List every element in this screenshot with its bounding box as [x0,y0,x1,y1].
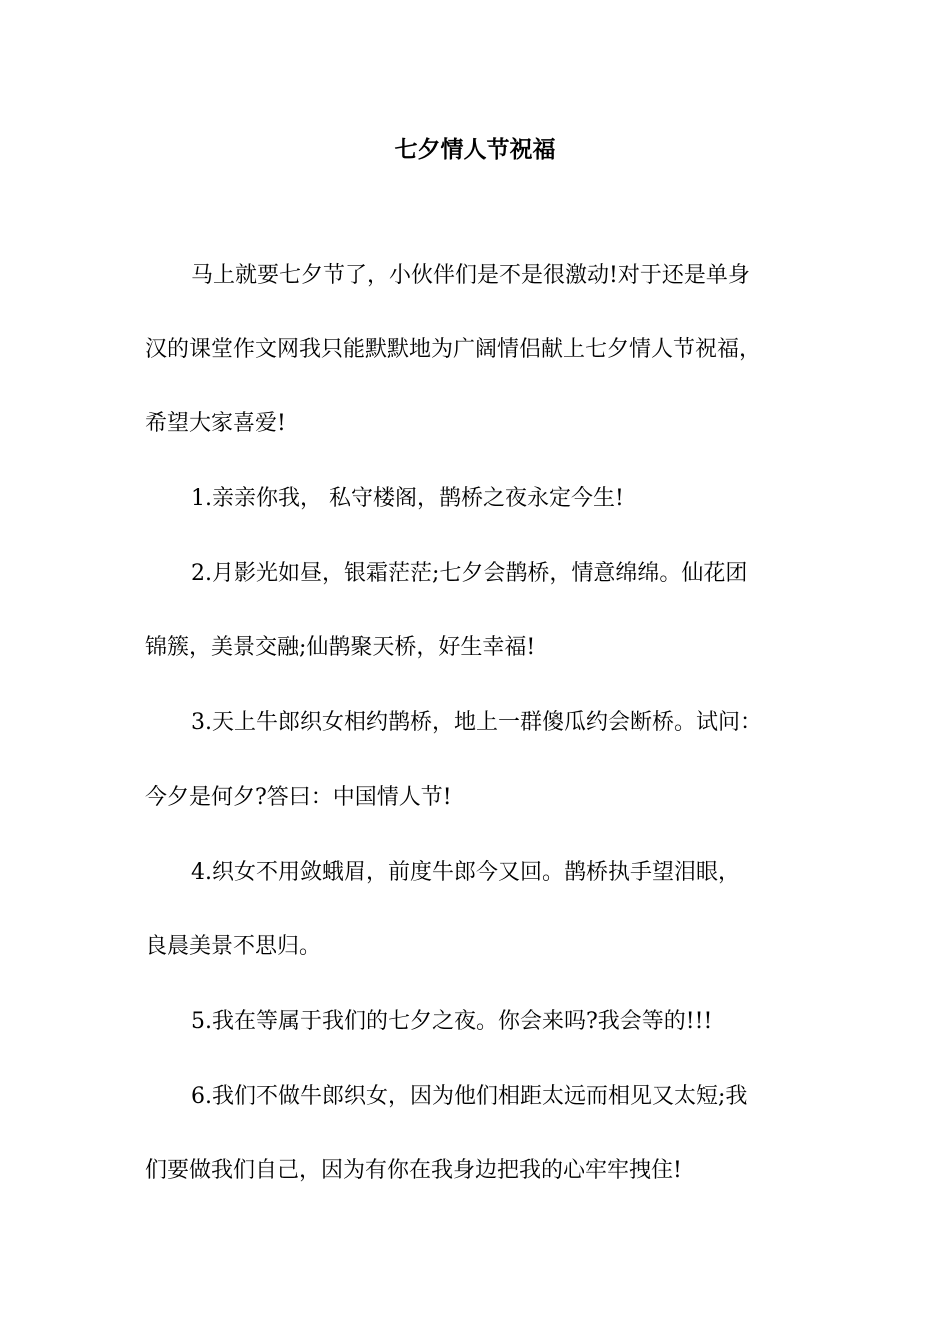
paragraph-item-3-line-1: 3.天上牛郎织女相约鹊桥，地上一群傻瓜约会断桥。试问： [191,710,762,735]
paragraph-intro-line-3: 希望大家喜爱! [145,411,286,436]
document-title: 七夕情人节祝福 [394,136,556,163]
paragraph-item-4-line-2: 良晨美景不思归。 [145,934,322,959]
paragraph-item-3-line-2: 今夕是何夕?答曰：中国情人节! [145,785,452,810]
paragraph-intro-line-2: 汉的课堂作文网我只能默默地为广阔情侣献上七夕情人节祝福， [145,337,762,362]
paragraph-item-1-line-1: 1.亲亲你我， 私守楼阁，鹊桥之夜永定今生! [191,486,624,511]
paragraph-item-6-line-2: 们要做我们自己，因为有你在我身边把我的心牢牢拽住! [145,1158,682,1183]
paragraph-item-2-line-1: 2.月影光如昼，银霜茫茫;七夕会鹊桥，情意绵绵。仙花团 [191,561,748,586]
paragraph-item-5-line-1: 5.我在等属于我们的七夕之夜。你会来吗?我会等的!!! [191,1009,713,1034]
paragraph-item-6-line-1: 6.我们不做牛郎织女，因为他们相距太远而相见又太短;我 [191,1084,748,1109]
paragraph-item-4-line-1: 4.织女不用敛蛾眉，前度牛郎今又回。鹊桥执手望泪眼， [191,860,740,885]
paragraph-item-2-line-2: 锦簇，美景交融;仙鹊聚天桥，好生幸福! [145,635,536,660]
paragraph-intro-line-1: 马上就要七夕节了，小伙伴们是不是很激动!对于还是单身 [191,263,750,288]
